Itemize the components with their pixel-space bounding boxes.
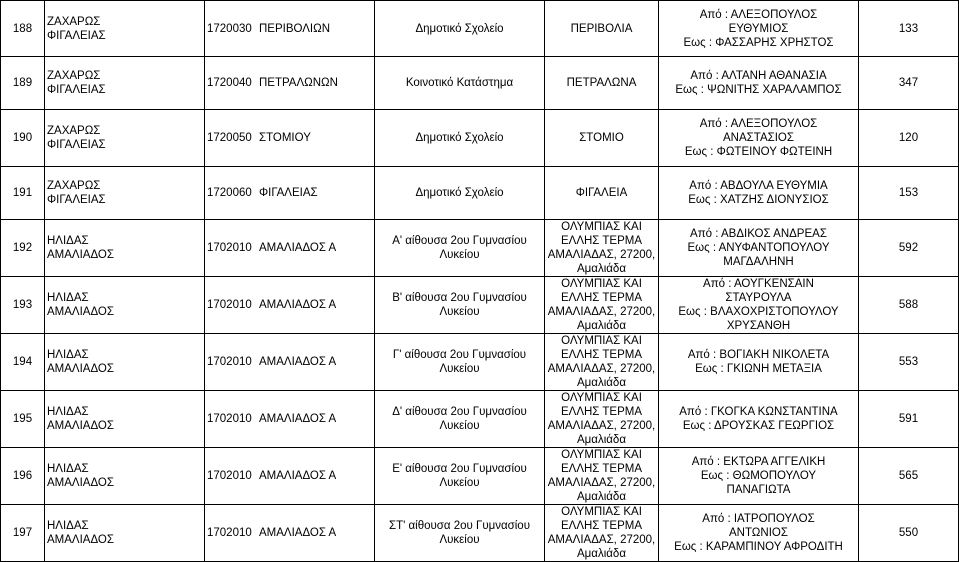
municipality-cell — [45, 1, 205, 57]
municipality-cell — [45, 277, 205, 334]
address-cell — [545, 448, 659, 505]
cell-line: Αμαλιάδα — [577, 263, 626, 275]
row-number: 188 — [1, 1, 45, 57]
table-row — [1, 505, 959, 562]
district-cell — [205, 505, 375, 562]
cell-line: Εως : ΨΩΝΙΤΗΣ ΧΑΡΑΛΑΜΠΟΣ — [675, 84, 842, 96]
address-cell — [545, 505, 659, 562]
cell-line: ΟΛΥΜΠΙΑΣ ΚΑΙ — [561, 335, 642, 347]
voter-range-cell — [659, 110, 859, 167]
district-cell — [205, 277, 375, 334]
address-cell — [545, 167, 659, 220]
row-number: 195 — [1, 391, 45, 448]
address-cell — [545, 110, 659, 167]
row-number: 197 — [1, 505, 45, 562]
cell-line: ΑΜΑΛΙΑΔΑΣ, 27200, — [547, 306, 656, 318]
cell-line: ΗΛΙΔΑΣ — [47, 463, 89, 475]
district-code: 1720060 — [207, 187, 252, 199]
cell-line: ΟΛΥΜΠΙΑΣ ΚΑΙ — [561, 278, 642, 290]
cell-line: ΗΛΙΔΑΣ — [47, 520, 89, 532]
voter-count: 592 — [859, 220, 959, 277]
voter-range-cell — [659, 334, 859, 391]
cell-line: Αμαλιάδα — [577, 491, 626, 503]
cell-line: ΑΜΑΛΙΑΔΑΣ, 27200, — [547, 249, 656, 261]
district-code: 1702010 — [207, 527, 252, 539]
cell-line: ΦΙΓΑΛΕΙΑ — [575, 187, 628, 199]
cell-line: Κοινοτικό Κατάστημα — [405, 77, 514, 89]
cell-line: ΖΑΧΑΡΩΣ — [47, 70, 101, 82]
cell-line: ΑΜΑΛΙΑΔΟΣ — [47, 477, 114, 489]
municipality-cell — [45, 448, 205, 505]
address-cell — [545, 277, 659, 334]
cell-line: Λυκείου — [439, 306, 480, 318]
district-cell — [205, 167, 375, 220]
voter-range-cell — [659, 1, 859, 57]
cell-line: Λυκείου — [439, 363, 480, 375]
row-number: 194 — [1, 334, 45, 391]
municipality-cell — [45, 110, 205, 167]
station-type-cell — [375, 505, 545, 562]
cell-line: Δ' αίθουσα 2ου Γυμνασίου — [392, 406, 527, 418]
cell-line: Αμαλιάδα — [577, 434, 626, 446]
table-row — [1, 110, 959, 167]
cell-line: ΑΜΑΛΙΑΔΑΣ, 27200, — [547, 420, 656, 432]
voter-count: 588 — [859, 277, 959, 334]
cell-line: ΑΜΑΛΙΑΔΟΣ — [47, 306, 114, 318]
cell-line: ΟΛΥΜΠΙΑΣ ΚΑΙ — [561, 506, 642, 518]
cell-line: ΑΜΑΛΙΑΔΑΣ, 27200, — [547, 477, 656, 489]
cell-line: ΑΝΑΣΤΑΣΙΟΣ — [723, 132, 794, 144]
cell-line: Δημοτικό Σχολείο — [415, 132, 504, 144]
cell-line: ΣΤΑΥΡΟΥΛΑ — [725, 292, 792, 304]
cell-line: Από : ΑΟΥΓΚΕΝΣΑΙΝ — [703, 278, 814, 290]
district-code: 1720050 — [207, 132, 252, 144]
district-cell — [205, 334, 375, 391]
voter-count: 553 — [859, 334, 959, 391]
cell-line: ΑΜΑΛΙΑΔΟΣ — [47, 249, 114, 261]
district-code: 1720040 — [207, 77, 252, 89]
row-number: 191 — [1, 167, 45, 220]
address-cell — [545, 334, 659, 391]
voter-count: 550 — [859, 505, 959, 562]
district-name: ΠΕΡΙΒΟΛΙΩΝ — [258, 22, 331, 35]
cell-line: ΗΛΙΔΑΣ — [47, 406, 89, 418]
station-type-cell — [375, 448, 545, 505]
station-type-cell — [375, 1, 545, 57]
row-number: 196 — [1, 448, 45, 505]
cell-line: Εως : ΔΡΟΥΣΚΑΣ ΓΕΩΡΓΙΟΣ — [682, 420, 835, 432]
cell-line: Εως : ΒΛΑΧΟΧΡΙΣΤΟΠΟΥΛΟΥ — [678, 306, 839, 318]
voter-count: 133 — [859, 1, 959, 57]
cell-line: Λυκείου — [439, 420, 480, 432]
cell-line: ΕΛΛΗΣ ΤΕΡΜΑ — [560, 292, 643, 304]
district-cell — [205, 391, 375, 448]
cell-line: Αμαλιάδα — [577, 548, 626, 560]
district-code: 1702010 — [207, 242, 252, 254]
cell-line: ΗΛΙΔΑΣ — [47, 349, 89, 361]
row-number: 192 — [1, 220, 45, 277]
cell-line: Αμαλιάδα — [577, 377, 626, 389]
cell-line: ΟΛΥΜΠΙΑΣ ΚΑΙ — [561, 392, 642, 404]
cell-line: ΖΑΧΑΡΩΣ — [47, 180, 101, 192]
station-type-cell — [375, 57, 545, 110]
table-row — [1, 1, 959, 57]
cell-line: ΑΜΑΛΙΑΔΟΣ — [47, 534, 114, 546]
voter-count: 591 — [859, 391, 959, 448]
cell-line: Δημοτικό Σχολείο — [415, 22, 504, 35]
cell-line: Από : ΑΛΕΞΟΠΟΥΛΟΣ — [699, 118, 818, 130]
district-name: ΑΜΑΛΙΑΔΟΣ Α — [258, 356, 337, 368]
cell-line: Από : ΒΟΓΙΑΚΗ ΝΙΚΟΛΕΤΑ — [687, 349, 830, 361]
address-cell — [545, 57, 659, 110]
table-row — [1, 334, 959, 391]
cell-line: Λυκείου — [439, 477, 480, 489]
cell-line: Από : ΕΚΤΩΡΑ ΑΓΓΕΛΙΚΗ — [691, 456, 826, 468]
address-cell — [545, 220, 659, 277]
municipality-cell — [45, 505, 205, 562]
district-cell — [205, 1, 375, 57]
cell-line: Από : ΑΛΕΞΟΠΟΥΛΟΣ — [699, 8, 818, 21]
station-type-cell — [375, 220, 545, 277]
voter-range-cell — [659, 448, 859, 505]
cell-line: ΖΑΧΑΡΩΣ — [47, 15, 101, 28]
voter-count: 153 — [859, 167, 959, 220]
municipality-cell — [45, 391, 205, 448]
district-name: ΑΜΑΛΙΑΔΟΣ Α — [258, 299, 337, 311]
voter-range-cell — [659, 505, 859, 562]
voter-range-cell — [659, 167, 859, 220]
cell-line: ΟΛΥΜΠΙΑΣ ΚΑΙ — [561, 221, 642, 233]
cell-line: Δημοτικό Σχολείο — [415, 187, 504, 199]
cell-line: ΜΑΓΔΑΛΗΝΗ — [723, 256, 794, 268]
district-name: ΑΜΑΛΙΑΔΟΣ Α — [258, 470, 337, 482]
cell-line: ΕΛΛΗΣ ΤΕΡΜΑ — [560, 235, 643, 247]
district-code: 1702010 — [207, 470, 252, 482]
municipality-cell — [45, 220, 205, 277]
cell-line: Α' αίθουσα 2ου Γυμνασίου — [392, 235, 527, 247]
voter-range-cell — [659, 391, 859, 448]
cell-line: Β' αίθουσα 2ου Γυμνασίου — [392, 292, 527, 304]
table-body — [1, 1, 959, 562]
district-cell — [205, 110, 375, 167]
cell-line: ΕΛΛΗΣ ΤΕΡΜΑ — [560, 463, 643, 475]
cell-line: ΧΡΥΣΑΝΘΗ — [726, 320, 791, 332]
cell-line: Από : ΑΒΔΙΚΟΣ ΑΝΔΡΕΑΣ — [690, 228, 827, 240]
district-name: ΦΙΓΑΛΕΙΑΣ — [258, 187, 318, 199]
district-cell — [205, 220, 375, 277]
cell-line: ΣΤ' αίθουσα 2ου Γυμνασίου — [388, 520, 530, 532]
cell-line: ΗΛΙΔΑΣ — [47, 292, 89, 304]
municipality-cell — [45, 167, 205, 220]
municipality-cell — [45, 57, 205, 110]
cell-line: ΠΕΡΙΒΟΛΙΑ — [570, 22, 633, 35]
cell-line: Από : ΑΛΤΑΝΗ ΑΘΑΝΑΣΙΑ — [690, 70, 827, 82]
table-row — [1, 448, 959, 505]
voter-count: 120 — [859, 110, 959, 167]
cell-line: Γ' αίθουσα 2ου Γυμνασίου — [392, 349, 527, 361]
station-type-cell — [375, 334, 545, 391]
cell-line: ΠΑΝΑΓΙΩΤΑ — [726, 484, 791, 496]
station-type-cell — [375, 110, 545, 167]
table-row — [1, 167, 959, 220]
cell-line: Εως : ΓΚΙΩΝΗ ΜΕΤΑΞΙΑ — [695, 363, 822, 375]
table-row — [1, 220, 959, 277]
cell-line: ΗΛΙΔΑΣ — [47, 235, 89, 247]
district-name: ΠΕΤΡΑΛΩΝΩΝ — [258, 77, 338, 89]
voter-range-cell — [659, 220, 859, 277]
cell-line: ΖΑΧΑΡΩΣ — [47, 125, 101, 137]
cell-line: Εως : ΦΑΣΣΑΡΗΣ ΧΡΗΣΤΟΣ — [683, 36, 834, 49]
cell-line: Εως : ΘΩΜΟΠΟΥΛΟΥ — [700, 470, 817, 482]
cell-line: ΦΙΓΑΛΕΙΑΣ — [47, 139, 106, 151]
voter-range-cell — [659, 57, 859, 110]
address-cell — [545, 1, 659, 57]
district-cell — [205, 448, 375, 505]
table-row — [1, 391, 959, 448]
district-code: 1720030 — [207, 22, 252, 35]
cell-line: ΦΙΓΑΛΕΙΑΣ — [47, 194, 106, 206]
voter-count: 347 — [859, 57, 959, 110]
district-name: ΑΜΑΛΙΑΔΟΣ Α — [258, 527, 337, 539]
row-number: 193 — [1, 277, 45, 334]
cell-line: ΑΜΑΛΙΑΔΑΣ, 27200, — [547, 534, 656, 546]
cell-line: Από : ΙΑΤΡΟΠΟΥΛΟΣ — [702, 513, 815, 525]
cell-line: ΟΛΥΜΠΙΑΣ ΚΑΙ — [561, 449, 642, 461]
cell-line: Λυκείου — [439, 534, 480, 546]
cell-line: ΕΛΛΗΣ ΤΕΡΜΑ — [560, 349, 643, 361]
station-type-cell — [375, 167, 545, 220]
district-code: 1702010 — [207, 413, 252, 425]
cell-line: Εως : ΦΩΤΕΙΝΟΥ ΦΩΤΕΙΝΗ — [684, 146, 833, 158]
station-type-cell — [375, 391, 545, 448]
cell-line: Ε' αίθουσα 2ου Γυμνασίου — [392, 463, 527, 475]
cell-line: Αμαλιάδα — [577, 320, 626, 332]
district-code: 1702010 — [207, 299, 252, 311]
district-code: 1702010 — [207, 356, 252, 368]
cell-line: ΑΜΑΛΙΑΔΟΣ — [47, 420, 114, 432]
cell-line: ΕΥΘΥΜΙΟΣ — [728, 22, 789, 35]
cell-line: Εως : ΚΑΡΑΜΠΙΝΟΥ ΑΦΡΟΔΙΤΗ — [674, 541, 843, 553]
district-cell — [205, 57, 375, 110]
row-number: 189 — [1, 57, 45, 110]
cell-line: Εως : ΑΝΥΦΑΝΤΟΠΟΥΛΟΥ — [687, 242, 830, 254]
cell-line: ΑΜΑΛΙΑΔΟΣ — [47, 363, 114, 375]
cell-line: ΣΤΟΜΙΟ — [579, 132, 624, 144]
cell-line: ΠΕΤΡΑΛΩΝΑ — [566, 77, 637, 89]
table-row — [1, 57, 959, 110]
cell-line: Από : ΑΒΔΟΥΛΑ ΕΥΘΥΜΙΑ — [689, 180, 828, 192]
cell-line: ΦΙΓΑΛΕΙΑΣ — [47, 84, 106, 96]
cell-line: Από : ΓΚΟΓΚΑ ΚΩΝΣΤΑΝΤΙΝΑ — [679, 406, 838, 418]
address-cell — [545, 391, 659, 448]
district-name: ΣΤΟΜΙΟΥ — [258, 132, 311, 144]
district-name: ΑΜΑΛΙΑΔΟΣ Α — [258, 242, 337, 254]
table-row — [1, 277, 959, 334]
station-type-cell — [375, 277, 545, 334]
municipality-cell — [45, 334, 205, 391]
district-name: ΑΜΑΛΙΑΔΟΣ Α — [258, 413, 337, 425]
cell-line: ΑΝΤΩΝΙΟΣ — [729, 527, 788, 539]
cell-line: Εως : ΧΑΤΖΗΣ ΔΙΟΝΥΣΙΟΣ — [688, 194, 829, 206]
cell-line: Λυκείου — [439, 249, 480, 261]
cell-line: ΕΛΛΗΣ ΤΕΡΜΑ — [560, 520, 643, 532]
cell-line: ΑΜΑΛΙΑΔΑΣ, 27200, — [547, 363, 656, 375]
row-number: 190 — [1, 110, 45, 167]
cell-line: ΕΛΛΗΣ ΤΕΡΜΑ — [560, 406, 643, 418]
voter-count: 565 — [859, 448, 959, 505]
voter-range-cell — [659, 277, 859, 334]
cell-line: ΦΙΓΑΛΕΙΑΣ — [47, 29, 106, 42]
